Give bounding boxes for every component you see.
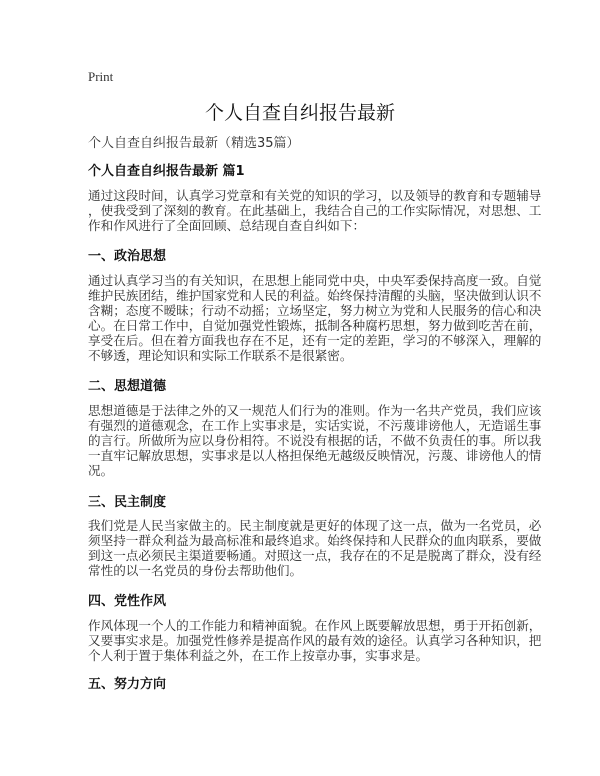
paragraph-line: 个人利于置于集体利益之外，在工作上按章办事，实事求是。 [88,648,429,663]
paragraph-line: 含糊；态度不暧昧；行动不动摇；立场坚定，努力树立为党和人民服务的信心和决 [88,303,542,318]
paragraph-line: 况。 [88,463,114,478]
page-title: 个人自查自纠报告最新 [204,102,395,124]
intro-paragraph [88,188,542,233]
paragraph-line: 常性的以一名党员的身份去帮助他们。 [88,563,303,578]
document-subtitle: 个人自查自纠报告最新（精选35篇） [88,136,300,151]
paragraph-line: 作风体现一个人的工作能力和精神面貌。在作风上既要解放思想，勇于开拓创新， [88,618,542,633]
paragraph-line: 一直牢记解放思想，实事求是以人格担保绝无越级反映情况，污蔑、诽谤他人的情 [88,448,542,463]
paragraph-line: 通过这段时间，认真学习党章和有关党的知识的学习，以及领导的教育和专题辅导 [88,188,542,203]
paragraph-line: 思想道德是于法律之外的又一规范人们行为的准则。作为一名共产党员，我们应该 [88,403,542,418]
paragraph-line: 通过认真学习当的有关知识，在思想上能同党中央，中央军委保持高度一致。自觉 [88,273,542,288]
paragraph-line: 又要事实求是。加强党性修养是提高作风的最有效的途径。认真学习各种知识，把 [88,633,542,648]
section-paragraph [88,518,542,578]
section-heading: 一、政治思想 [88,249,167,264]
paragraph-line: 心。在日常工作中，自觉加强党性锻炼，抵制各种腐朽思想，努力做到吃苦在前， [88,318,542,333]
paragraph-line: 的言行。所做所为应以身份相符。不说没有根据的话，不做不负责任的事。所以我 [88,433,542,448]
paragraph-line: 维护民族团结，维护国家党和人民的利益。始终保持清醒的头脑，坚决做到认识不 [88,288,542,303]
paragraph-line: 我们党是人民当家做主的。民主制度就是更好的体现了这一点，做为一名党员，必 [88,518,542,533]
paragraph-line: 须坚持一群众利益为最高标准和最终追求。始终保持和人民群众的血肉联系，要做 [88,533,542,548]
section-paragraph [88,618,542,663]
section-heading: 三、民主制度 [88,495,167,510]
section-heading: 二、思想道德 [88,379,167,394]
print-label: Print [88,69,114,84]
paragraph-line: 到这一点必须民主渠道要畅通。对照这一点，我存在的不足是脱离了群众，没有经 [88,548,542,563]
section-heading: 五、努力方向 [88,677,167,692]
paragraph-line: ，使我受到了深刻的教育。在此基础上，我结合自己的工作实际情况，对思想、工 [88,203,542,218]
article-heading: 个人自查自纠报告最新 篇1 [88,164,245,179]
paragraph-line: 有强烈的道德观念，在工作上实事求是，实话实说，不污蔑诽谤他人，无造谣生事 [88,418,542,433]
paragraph-line: 不够透，理论知识和实际工作联系不是很紧密。 [88,348,353,363]
section-paragraph [88,403,542,478]
paragraph-line: 享受在后。但在着方面我也存在不足，还有一定的差距，学习的不够深入，理解的 [88,333,542,348]
paragraph-line: 作和作风进行了全面回顾、总结现自查自纠如下： [88,218,366,233]
section-heading: 四、党性作风 [88,594,167,609]
section-paragraph [88,273,542,363]
